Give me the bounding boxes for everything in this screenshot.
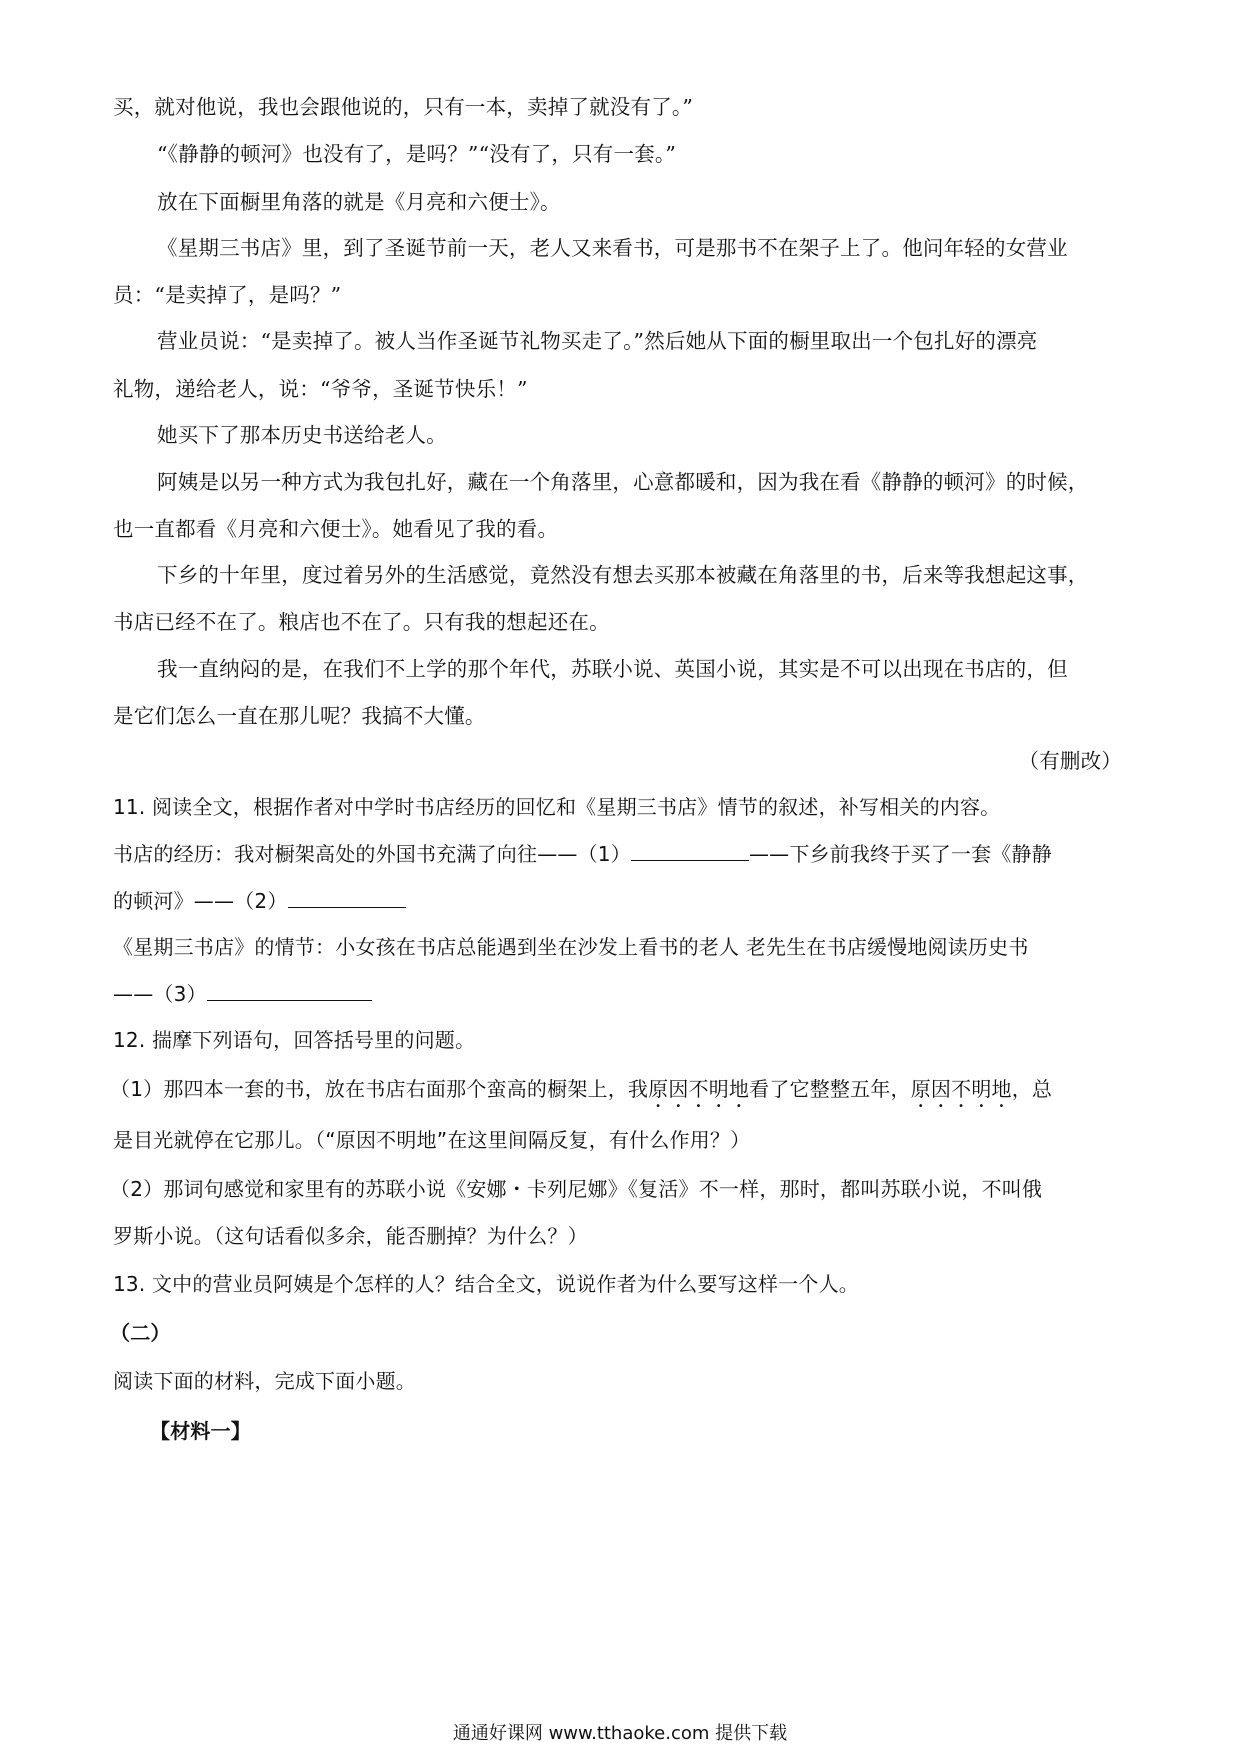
- question-12-2-line: 罗斯小说。（这句话看似多余，能否删掉？为什么？）: [113, 1224, 588, 1248]
- passage-line: 礼物，递给老人，说：“爷爷，圣诞节快乐！”: [113, 377, 528, 401]
- passage-line: 买，就对他说，我也会跟他说的，只有一本，卖掉了就没有了。”: [113, 95, 694, 119]
- passage-line: 员：“是卖掉了，是吗？”: [113, 283, 342, 307]
- question-text: ——下乡前我终于买了一套《静静: [748, 842, 1052, 866]
- emphasized-text: 原因不明地: [648, 1077, 750, 1101]
- question-11-line: [113, 980, 372, 1008]
- passage-line: “《静静的顿河》也没有了，是吗？”“没有了，只有一套。”: [157, 142, 677, 166]
- passage-line: 下乡的十年里，度过着另外的生活感觉，竟然没有想去买那本被藏在角落里的书，后来等我想起这事，: [157, 563, 1089, 587]
- section-heading: （二）: [110, 1321, 171, 1345]
- section-instruction: 阅读下面的材料，完成下面小题。: [113, 1369, 416, 1393]
- page-footer: 通通好课网 www.tthaoke.com 提供下载: [452, 1723, 788, 1744]
- passage-line: 放在下面橱里角落的就是《月亮和六便士》。: [157, 190, 561, 214]
- question-12: 12. 揣摩下列语句，回答括号里的问题。: [113, 1028, 476, 1052]
- question-13: 13. 文中的营业员阿姨是个怎样的人？结合全文，说说作者为什么要写这样一个人。: [113, 1272, 859, 1296]
- passage-line: 我一直纳闷的是，在我们不上学的那个年代，苏联小说、英国小说，其实是不可以出现在书店的，但: [157, 657, 1068, 681]
- question-11-line: [113, 887, 406, 915]
- question-text: 看了它整整五年，: [749, 1077, 911, 1101]
- question-11-line: 《星期三书店》的情节：小女孩在书店总能遇到坐在沙发上看书的老人 老先生在书店缓慢地阅读历史书: [113, 935, 1029, 959]
- answer-blank-2[interactable]: [288, 887, 406, 908]
- passage-line: 营业员说：“是卖掉了。被人当作圣诞节礼物买走了。”然后她从下面的橱里取出一个包扎好的漂亮: [157, 329, 1038, 353]
- passage-line: 阿姨是以另一种方式为我包扎好，藏在一个角落里，心意都暖和，因为我在看《静静的顿河》的时候，: [157, 470, 1089, 494]
- question-11-line: [113, 840, 1052, 868]
- question-text: 书店的经历：我对橱架高处的外国书充满了向往——（1）: [113, 842, 631, 866]
- answer-blank-1[interactable]: [631, 840, 749, 861]
- question-text: 的顿河》——（2）: [113, 889, 288, 913]
- passage-line: 《星期三书店》里，到了圣诞节前一天，老人又来看书，可是那书不在架子上了。他问年轻的女营业: [157, 236, 1068, 260]
- passage-line: 书店已经不在了。粮店也不在了。只有我的想起还在。: [113, 610, 610, 634]
- question-text: ——（3）: [113, 982, 207, 1006]
- question-text: （1）那四本一套的书，放在书店右面那个蛮高的橱架上，我: [110, 1077, 649, 1101]
- passage-line: 是它们怎么一直在那儿呢？我搞不大懂。: [113, 704, 486, 728]
- passage-line: 也一直都看《月亮和六便士》。她看见了我的看。: [113, 517, 559, 541]
- material-heading: 【材料一】: [150, 1419, 251, 1443]
- question-text: ，总: [1011, 1077, 1053, 1101]
- question-12-2: （2）那词句感觉和家里有的苏联小说《安娜・卡列尼娜》《复活》不一样，那时，都叫苏联小说，不叫俄: [110, 1177, 1043, 1201]
- emphasized-text: 原因不明地: [910, 1077, 1012, 1101]
- question-12-1-line: 是目光就停在它那儿。（“原因不明地”在这里间隔反复，有什么作用？）: [113, 1128, 751, 1152]
- answer-blank-3[interactable]: [207, 980, 372, 1001]
- passage-line: 她买下了那本历史书送给老人。: [157, 423, 447, 447]
- question-12-1: [110, 1075, 1052, 1112]
- question-11: 11. 阅读全文，根据作者对中学时书店经历的回忆和《星期三书店》情节的叙述，补写相关的内容。: [113, 795, 1001, 819]
- edit-note: （有删改）: [1018, 749, 1122, 773]
